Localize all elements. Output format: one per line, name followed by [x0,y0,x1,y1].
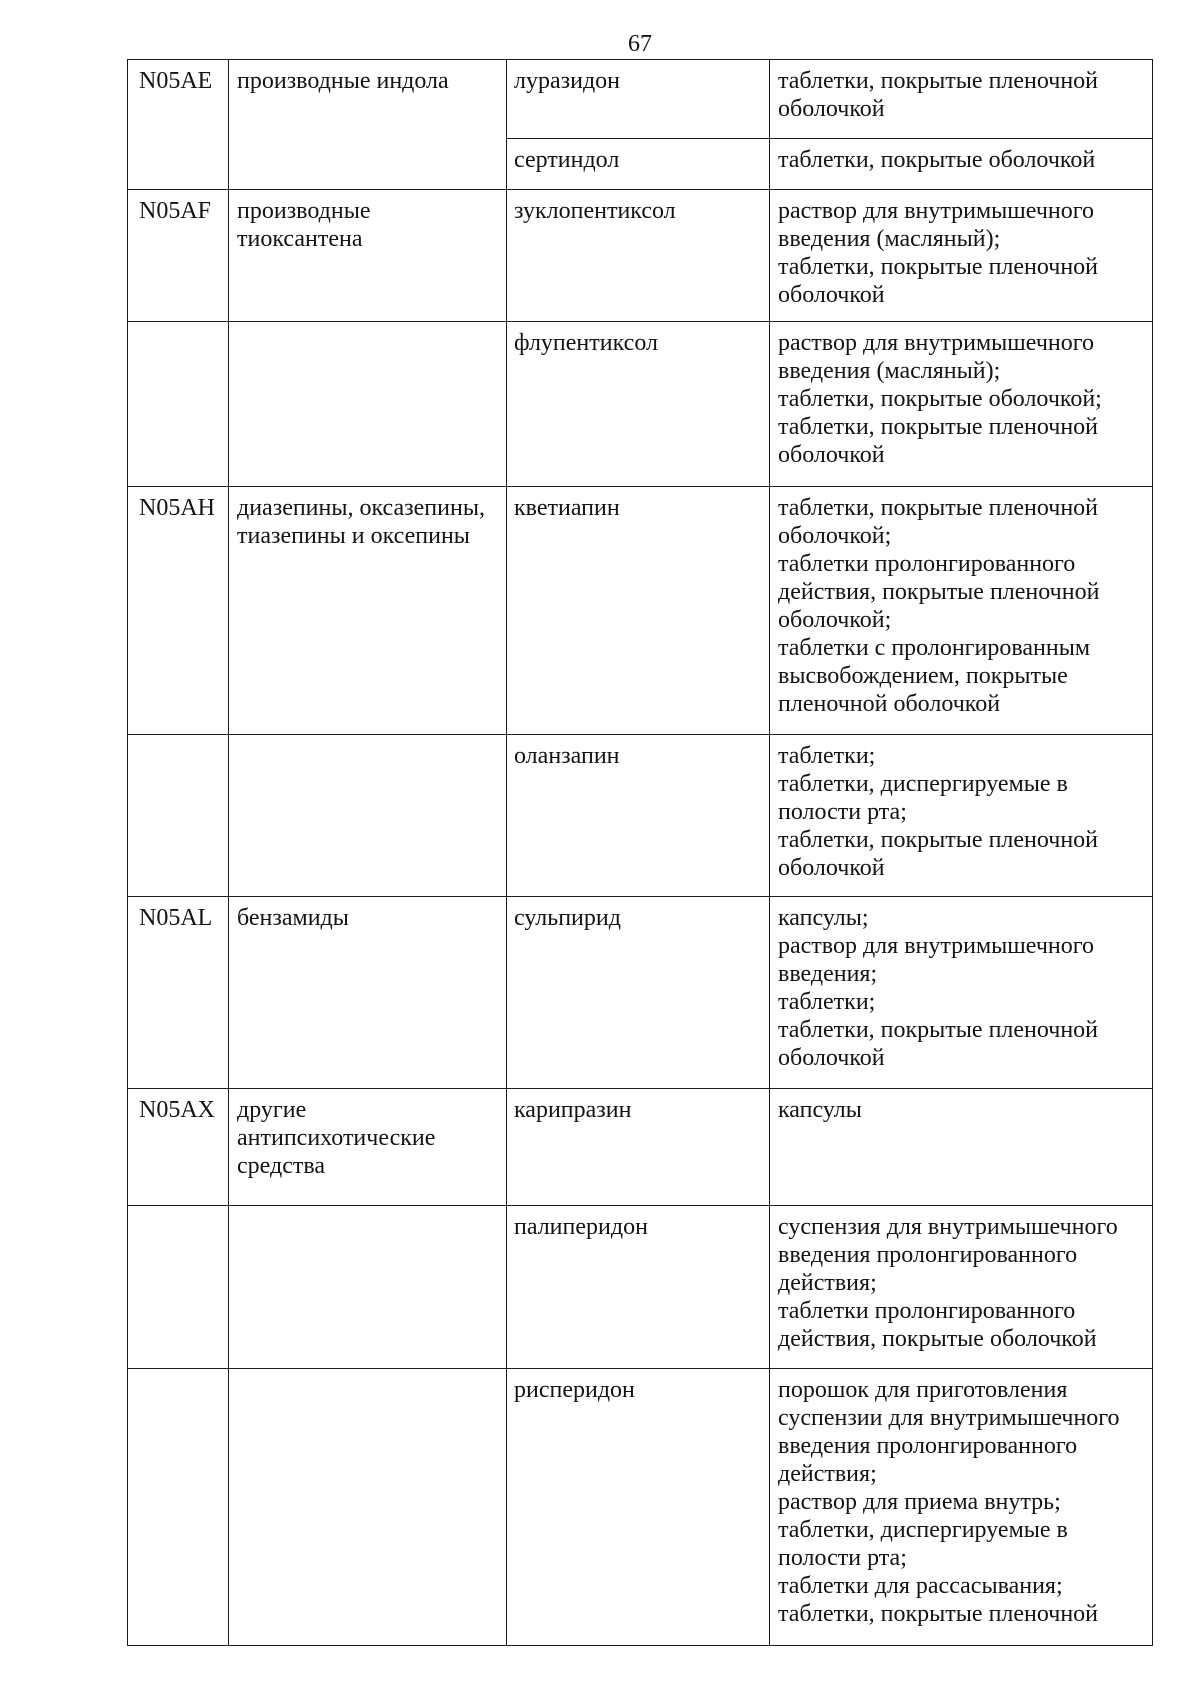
drug-name: флупентиксол [514,330,658,356]
atc-code-cell [128,1369,229,1646]
dosage-form-cell [770,190,1153,322]
dosage-form-line: оболочкой [778,855,885,881]
drug-name: рисперидон [514,1377,635,1403]
dosage-form-line: таблетки, покрытые пленочной [778,495,1099,521]
dosage-form-line: таблетки пролонгированного [778,551,1076,577]
dosage-form-line: таблетки, покрытые пленочной [778,827,1099,853]
dosage-form-line: действия; [778,1270,877,1296]
dosage-form-line: таблетки, покрытые оболочкой [778,147,1096,173]
dosage-form-cell [770,487,1153,735]
drug-name: палиперидон [514,1214,648,1240]
atc-code-cell [128,190,229,322]
dosage-form-line: оболочкой [778,282,885,308]
dosage-form-line: действия; [778,1461,877,1487]
drug-name: карипразин [514,1097,632,1123]
dosage-form-line: введения; [778,961,878,987]
drug-name-cell [507,190,770,322]
atc-code-cell [128,487,229,735]
table-row [128,190,1153,322]
atc-code-cell [128,897,229,1089]
dosage-form-line: действия, покрытые оболочкой [778,1326,1097,1352]
dosage-form-line: таблетки с пролонгированным [778,635,1091,661]
group-name-line: диазепины, оксазепины, [237,495,485,521]
dosage-form-cell [770,1089,1153,1206]
dosage-form-cell [770,139,1153,190]
dosage-form-line: раствор для внутримышечного [778,198,1094,224]
drug-name: сульпирид [514,905,621,931]
dosage-form-line: таблетки, покрытые пленочной [778,254,1099,280]
atc-code: N05AH [139,495,215,521]
pharmacological-group-cell [229,1206,507,1369]
pharmacological-group-cell [229,897,507,1089]
drug-name-cell [507,322,770,487]
table-row [128,1369,1153,1646]
dosage-form-line: таблетки, покрытые пленочной [778,1017,1099,1043]
group-name-line: тиоксантена [237,226,363,252]
table-row [128,322,1153,487]
dosage-form-line: пленочной оболочкой [778,691,1001,717]
dosage-form-cell [770,60,1153,139]
atc-code: N05AE [139,68,213,94]
dosage-form-line: оболочкой; [778,607,892,633]
table-row [128,1089,1153,1206]
dosage-form-line: введения (масляный); [778,358,1001,384]
dosage-form-line: раствор для приема внутрь; [778,1489,1061,1515]
atc-code: N05AL [139,905,213,931]
table-row [128,60,1153,139]
table-row [128,487,1153,735]
dosage-form-line: капсулы [778,1097,862,1123]
drug-name-cell [507,487,770,735]
dosage-form-cell [770,1369,1153,1646]
pharmacological-group-cell [229,190,507,322]
dosage-form-line: раствор для внутримышечного [778,330,1094,356]
dosage-form-line: порошок для приготовления [778,1377,1068,1403]
dosage-form-line: суспензия для внутримышечного [778,1214,1118,1240]
dosage-form-line: введения (масляный); [778,226,1001,252]
pharmacological-group-cell [229,487,507,735]
dosage-form-line: действия, покрытые пленочной [778,579,1100,605]
drug-name-cell [507,139,770,190]
group-name-line: антипсихотические [237,1125,436,1151]
group-name-line: другие [237,1097,307,1123]
dosage-form-line: суспензии для внутримышечного [778,1405,1120,1431]
dosage-form-line: таблетки; [778,989,876,1015]
drug-name-cell [507,897,770,1089]
dosage-form-line: оболочкой [778,442,885,468]
group-name-line: производные индола [237,68,449,94]
dosage-form-line: капсулы; [778,905,869,931]
dosage-form-line: введения пролонгированного [778,1433,1078,1459]
dosage-form-line: высвобождением, покрытые [778,663,1068,689]
dosage-form-line: таблетки пролонгированного [778,1298,1076,1324]
group-name-line: тиазепины и оксепины [237,523,470,549]
dosage-form-line: таблетки; [778,743,876,769]
dosage-form-line: таблетки, покрытые пленочной [778,68,1099,94]
atc-code-cell [128,735,229,897]
atc-code-cell [128,322,229,487]
dosage-form-line: таблетки, покрытые пленочной [778,414,1099,440]
table-row [128,897,1153,1089]
dosage-form-line: оболочкой [778,96,885,122]
drug-name: сертиндол [514,147,620,173]
drug-name: кветиапин [514,495,620,521]
table-row [128,1206,1153,1369]
table-row [128,735,1153,897]
dosage-form-cell [770,735,1153,897]
drug-name-cell [507,60,770,139]
dosage-form-line: раствор для внутримышечного [778,933,1094,959]
atc-code-cell [128,1089,229,1206]
pharmacological-group-cell [229,1369,507,1646]
dosage-form-line: оболочкой; [778,523,892,549]
dosage-form-line: полости рта; [778,1545,907,1571]
pharmacological-group-cell [229,322,507,487]
dosage-form-line: введения пролонгированного [778,1242,1078,1268]
dosage-form-line: полости рта; [778,799,907,825]
dosage-form-line: таблетки, диспергируемые в [778,1517,1068,1543]
dosage-form-cell [770,322,1153,487]
atc-code: N05AX [139,1097,215,1123]
dosage-form-line: таблетки, покрытые пленочной [778,1601,1099,1627]
drug-name-cell [507,1089,770,1206]
atc-code: N05AF [139,198,212,224]
dosage-form-cell [770,897,1153,1089]
dosage-form-line: оболочкой [778,1045,885,1071]
pharmacological-group-cell [229,1089,507,1206]
page-number: 67 [628,31,652,57]
dosage-form-line: таблетки для рассасывания; [778,1573,1063,1599]
group-name-line: бензамиды [237,905,349,931]
drug-name: луразидон [514,68,621,94]
drug-name: оланзапин [514,743,620,769]
dosage-form-line: таблетки, диспергируемые в [778,771,1068,797]
atc-code-cell [128,1206,229,1369]
drug-name: зуклопентиксол [514,198,676,224]
drug-name-cell [507,1206,770,1369]
dosage-form-cell [770,1206,1153,1369]
pharmacological-group-cell [229,735,507,897]
group-name-line: средства [237,1153,326,1179]
pharmacological-group-cell [229,60,507,190]
drug-table [127,59,1153,1646]
dosage-form-line: таблетки, покрытые оболочкой; [778,386,1102,412]
drug-name-cell [507,1369,770,1646]
group-name-line: производные [237,198,371,224]
atc-code-cell [128,60,229,190]
drug-name-cell [507,735,770,897]
drug-table-body [128,60,1153,1646]
